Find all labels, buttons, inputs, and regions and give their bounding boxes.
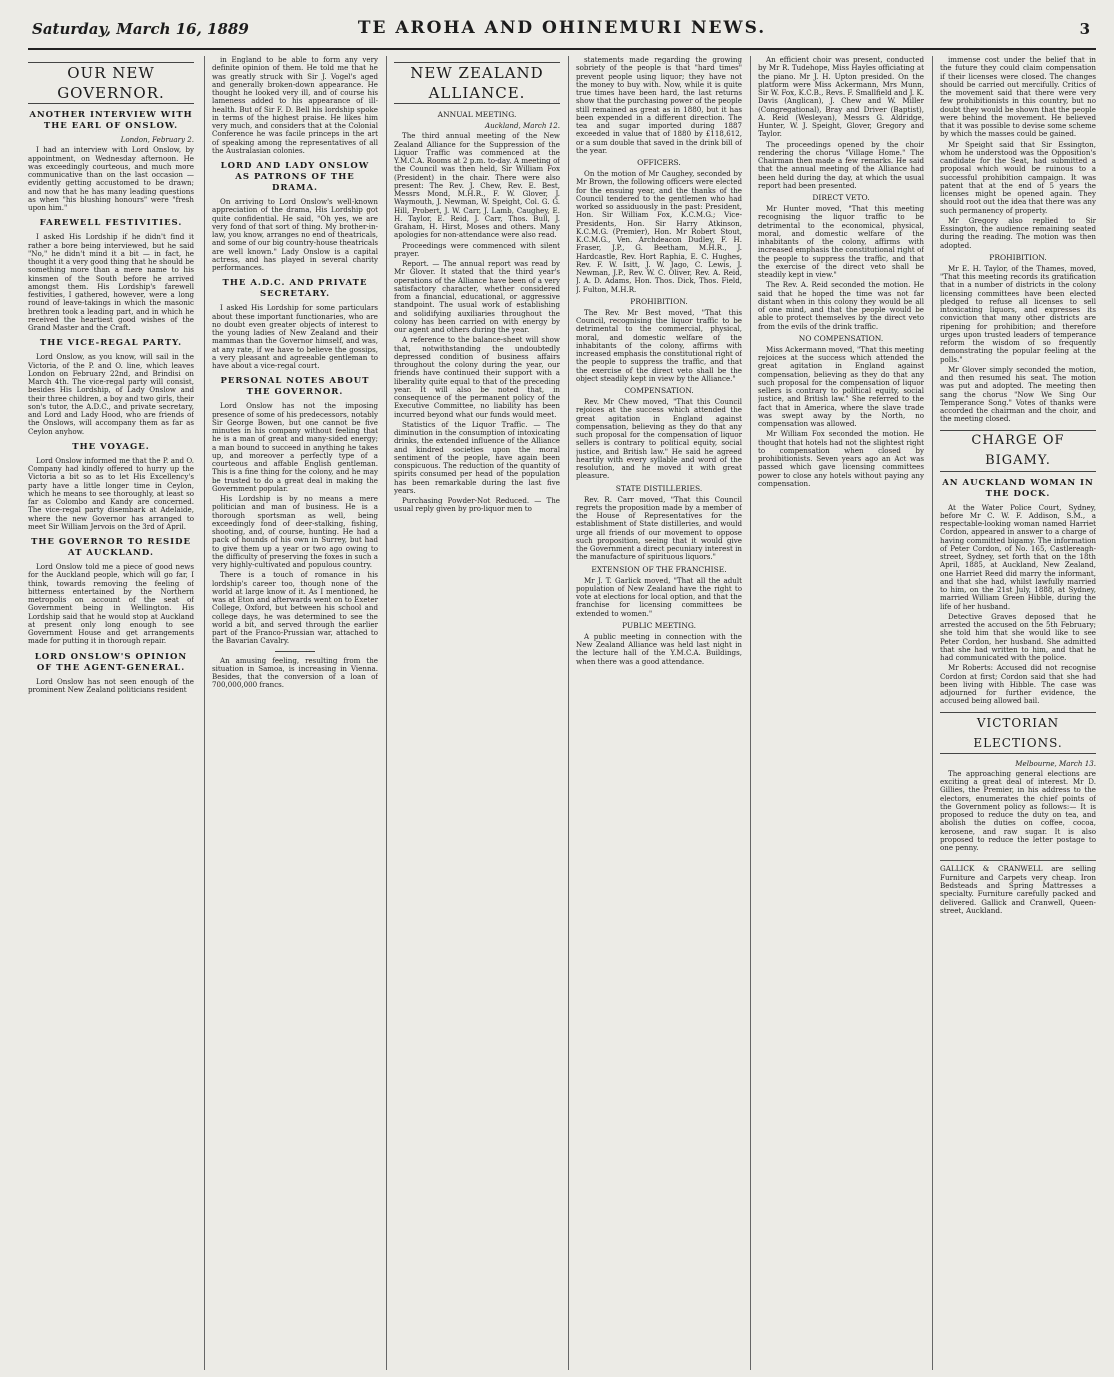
paragraph: Mr Glover simply seconded the motion, and then resumed his seat. The motion was put and adopted. The meeting then sang the chorus "Now We Sing Our Temperance Song." Votes of thanks were accorded the chairman and the choir, and the meeting closed. bbox=[940, 364, 1096, 424]
section-heading: EXTENSION OF THE FRANCHISE. bbox=[591, 564, 727, 574]
column-rule bbox=[568, 56, 569, 1370]
dateline: Auckland, March 12. bbox=[484, 121, 560, 130]
dateline: Melbourne, March 13. bbox=[1015, 758, 1096, 768]
section-heading: THE VOYAGE. bbox=[72, 441, 150, 452]
paragraph: On arriving to Lord Onslow's well-known appreciation of the drama, His Lordship got quite confidential. He said, "Oh yes, we are very fond of that sort of thing. My brother-in-law, you know, arranges no end of theatricals, and some of our big country-house theatricals are well known." Lady Onslow is a capital actress, and has played in several charity performances. bbox=[212, 197, 378, 272]
column-rule bbox=[750, 56, 751, 1370]
article-subhead: ANOTHER INTERVIEW WITH THE EARL OF ONSLOW. bbox=[29, 110, 193, 131]
paragraph: Mr William Fox seconded the motion. He thought that hotels had not the slightest right to compensation when closed by prohibitionists. Seven years ago an Act was passed which gave licensing committees power to close any hotels without paying any compensation. bbox=[758, 429, 924, 488]
paragraph: Purchasing Powder-Not Reduced. — The usual reply given by pro-liquor men to bbox=[394, 496, 560, 514]
paragraph: Miss Ackermann moved, "That this meeting rejoices at the success which attended the great agitation in England against compensation, believing as they do that any such proposal for the compensation of liquor sellers is contrary to political equity, social justice, and British law." She referred to the fact that in America, where the slave trade was swept away by the North, no compensation was allowed. bbox=[758, 344, 924, 428]
paragraph: Proceedings were commenced with silent prayer. bbox=[394, 240, 560, 258]
article-subhead: AN AUCKLAND WOMAN IN THE DOCK. bbox=[942, 477, 1094, 499]
paragraph: statements made regarding the growing sobriety of the people is that "hard times" prevent people using liquor; they have not the money to buy with. Now, while it is quite true times have been hard, the last returns show that the purchasing power of the people still remained as great as in 1880, but it has been expended in a different direction. The tea and sugar imported during 1887 exceeded in value that of 1880 by £118,612, or a sum double that saved in the drink bill of the year. bbox=[576, 56, 742, 155]
column-1 bbox=[28, 56, 194, 1370]
paragraph: An amusing feeling, resulting from the situation in Samoa, is increasing in Vienna. Besides, that the conversion of a loan of 700,000,000 francs. bbox=[212, 655, 378, 690]
section-heading: PROHIBITION. bbox=[630, 296, 688, 306]
paragraph: in England to be able to form any very definite opinion of them. He told me that he was greatly struck with Sir J. Vogel's aged and generally broken-down appearance. He thought he looked very ill, and of course his lameness added to his appearance of ill-health. But of Sir F. D. Bell his lordship spoke in terms of the highest praise. He likes him very much, and considers that at the Colonial Conference he was facile princeps in the art of speaking among the representatives of all the Australasian colonies. bbox=[212, 56, 378, 155]
paragraph: Mr Roberts: Accused did not recognise Cordon at first; Cordon said that she had been living with Hibble. The case was adjourned for further evidence, the accused being allowed bail. bbox=[940, 663, 1096, 706]
paragraph: Detective Graves deposed that he arrested the accused on the 5th February; she told him that she would like to see Peter Cordon, her husband. She admitted that she had written to him, and that he had communicated with the police. bbox=[940, 611, 1096, 662]
column-rule bbox=[932, 56, 933, 1370]
paragraph: Lord Onslow has not the imposing presence of some of his predecessors, notably Sir George Bowen, but one cannot be five minutes in his company without feeling that he is a man of great and many-sided energy; a man bound to succeed in anything he takes up, and moreover a perfectly type of a courteous and affable English gentleman. This is a fine thing for the colony, and he may be trusted to do a great deal in making the Government popular. bbox=[212, 401, 378, 493]
paragraph: On the motion of Mr Caughey, seconded by Mr Brown, the following officers were elected for the ensuing year, and the thanks of the Council tendered to the gentlemen who had worked so assiduously in the past: President, Hon. Sir William Fox, K.C.M.G.; Vice-Presidents, Hon. Sir Harry Atkinson, K.C.M.G. (Premier), Hon. Mr Robert Stout, K.C.M.G., Ven. Archdeacon Dudley, F. H. Fraser, J.P., G. Beetham, M.H.R., J. Hardcastle, Rev. Hort Raphia, E. C. Hughes, Rev. F. W. Isitt, J. W. Jago, C. Lewis, J. Newman, J.P., Rev. W. C. Oliver, Rev. A. Reid, J. A. D. Adams, Hon. Thos. Dick, Thos. Field, J. Fulton, M.H.R. bbox=[576, 169, 742, 294]
paragraph: I asked His Lordship if he didn't find it rather a bore being interviewed, but he said "No," he didn't mind it a bit — in fact, he thought it a very good thing that he should be something more than a mere name to his kinsmen of the South before he arrived amongst them. His Lordship's farewell festivities, I gathered, however, were a long round of leave-takings in which the masonic brethren took a leading part, and in which he received the heartiest good wishes of the Grand Master and the Craft. bbox=[28, 232, 194, 332]
paragraph: Rev. Mr Chew moved, "That this Council rejoices at the success which attended the great agitation in England against compensation, believing as they do that any such proposal for the compensation of liquor sellers is contrary to political equity, social justice, and British law." He said he agreed heartily with every syllable and word of the resolution, and he moved it with great pleasure. bbox=[576, 397, 742, 481]
column-6 bbox=[940, 56, 1096, 1370]
paragraph: His Lordship is by no means a mere politician and man of business. He is a thorough sportsman as well, being exceedingly fond of deer-stalking, fishing, shooting, and, of course, hunting. He had a pack of hounds of his own in Surrey, but had to give them up a year or two ago owing to the difficulty of preserving the foxes in such a very highly-cultivated and populous country. bbox=[212, 494, 378, 569]
paragraph: A reference to the balance-sheet will show that, notwithstanding the undoubtedly depressed condition of business affairs throughout the colony during the year, our friends have continued their support with a liberality quite equal to that of the preceding year. It will also be noted that, in consequence of the permanent policy of the Executive Committee, no liability has been incurred beyond what our funds would meet. bbox=[394, 335, 560, 419]
page-number: 3 bbox=[1079, 20, 1090, 38]
section-heading: OFFICERS. bbox=[637, 158, 681, 167]
paragraph: Statistics of the Liquor Traffic. — The diminution in the consumption of intoxicating drinks, the extended influence of the Alliance and kindred societies upon the moral sentiment of the people, have again been conspicuous. The reduction of the quantity of spirits consumed per head of the population has been remarkable during the last five years. bbox=[394, 419, 560, 495]
section-heading: THE A.D.C. AND PRIVATE SECRETARY. bbox=[222, 278, 368, 300]
paragraph: The Rev. Mr Best moved, "That this Council, recognising the liquor traffic to be detrimental to the commercial, physical, moral, and domestic welfare of the inhabitants of the colony, affirms with increased emphasis the constitutional right of the people to suppress the traffic, and that the exercise of the direct veto shall be the object steadily kept in view by the Alliance." bbox=[576, 307, 742, 383]
column-rule bbox=[204, 56, 205, 1370]
section-heading: THE GOVERNOR TO RESIDE AT AUCKLAND. bbox=[31, 537, 191, 558]
separator bbox=[275, 651, 315, 652]
paragraph: Mr Speight said that Sir Essington, whom he understood was the Opposition's candidate for the Seat, had submitted a proposal which would be ruinous to a successful prohibition campaign. It was patent that at the end of 5 years the licenses might be opened again. They should root out the idea that there was any such permanency of property. bbox=[940, 139, 1096, 215]
column-4 bbox=[576, 56, 742, 1370]
column-5 bbox=[758, 56, 924, 1370]
paragraph: The Rev. A. Reid seconded the motion. He said that he hoped the time was not far distant when in this colony they would be all of one mind, and that the people would be able to protect themselves by the direct veto from the evils of the drink traffic. bbox=[758, 280, 924, 331]
paragraph: I asked His Lordship for some particulars about these important functionaries, who are no doubt even greater objects of interest to the young ladies of New Zealand and their mammas than the Governor himself, and was, at any rate, if we have to believe the gossips, a very pleasant and agreeable gentleman to have about a vice-regal court. bbox=[212, 303, 378, 370]
section-heading: PERSONAL NOTES ABOUT THE GOVERNOR. bbox=[220, 376, 370, 398]
section-heading: LORD AND LADY ONSLOW AS PATRONS OF THE DRAMA. bbox=[220, 161, 370, 193]
section-heading: NO COMPENSATION. bbox=[798, 333, 884, 343]
paragraph: Mr J. T. Garlick moved, "That all the adult population of New Zealand have the right to vote at elections for local option, and that the franchise for licensing committees be extended to women." bbox=[576, 575, 742, 618]
paragraph: The third annual meeting of the New Zealand Alliance for the Suppression of the Liquor Traffic was commenced at the Y.M.C.A. Rooms at 2 p.m. to-day. A meeting of the Council was then held, Sir William Fox (President) in the chair. There were also present: The Rev. J. Chew, Rev. E. Best, Messrs Mond, M.H.R., F. W. Glover, J. Waymouth, J. Newman, W. Speight, Col. G. G. Hill, Probert, J. W. Carr, J. Lamb, Caughey, E. H. Taylor, E. Reid, J. Carr, Thos. Bull, J. Graham, H. Hirst, Moses and others. Many apologies for non-attendance were also read. bbox=[394, 131, 560, 240]
newspaper-title: TE AROHA AND OHINEMURI NEWS. bbox=[357, 18, 767, 38]
section-heading: PUBLIC MEETING. bbox=[621, 620, 697, 630]
paragraph: There is a touch of romance in his lordship's career too, though none of the world at large know of it. As I mentioned, he was at Eton and afterwards went on to Exeter College, Oxford, but between his school and college days, he was determined to see the world a bit, and served through the earlier part of the Franco-Prussian war, attached to the Bavarian Cavalry. bbox=[212, 570, 378, 646]
section-heading: FAREWELL FESTIVITIES. bbox=[39, 218, 183, 229]
paragraph: Mr Gregory also replied to Sir Essington, the audience remaining seated during the reading. The motion was then adopted. bbox=[940, 215, 1096, 250]
paragraph: Lord Onslow, as you know, will sail in the Victoria, of the P. and O. line, which leaves London on February 22nd, and Brindisi on March 4th. The vice-regal party will consist, besides His Lordship, of Lady Onslow and their three children, a boy and two girls, their son's tutor, the A.D.C., and private secretary, and Lord and Lady Hood, who are friends of the Onslows, will accompany them as far as Ceylon anyhow. bbox=[28, 352, 194, 436]
paragraph: A public meeting in connection with the New Zealand Alliance was held last night in the lecture hall of the Y.M.C.A. Buildings, when there was a good attendance. bbox=[576, 631, 742, 666]
advertisement: GALLICK & CRANWELL are selling Furniture and Carpets very cheap. Iron Bedsteads and Spring Mattresses a specialty. Furniture carefully packed and delivered. Gallick and Cranwell, Queen-street, Auckland. bbox=[940, 860, 1096, 915]
article-headline: VICTORIAN ELECTIONS. bbox=[940, 712, 1096, 754]
paragraph: Lord Onslow has not seen enough of the prominent New Zealand politicians resident bbox=[28, 676, 194, 694]
paragraph: Lord Onslow informed me that the P. and O. Company had kindly offered to hurry up the Victoria a bit so as to let His Excellency's party have a little longer time in Ceylon, which he means to see thoroughly, at least so far as Colombo and Kandy are concerned. The vice-regal party disembark at Adelaide, where the new Governor has arranged to meet Sir William Jervois on the 3rd of April. bbox=[28, 455, 194, 531]
column-2 bbox=[212, 56, 378, 1370]
paragraph: Report. — The annual report was read by Mr Glover. It stated that the third year's operations of the Alliance have been of a very satisfactory character, whether considered from a financial, educational, or aggressive standpoint. The usual work of establishing and solidifying auxiliaries throughout the colony has been carried on with energy by our agent and others during the year. bbox=[394, 259, 560, 334]
section-heading: THE VICE-REGAL PARTY. bbox=[39, 338, 183, 349]
article-headline: OUR NEW GOVERNOR. bbox=[28, 62, 194, 104]
section-heading: DIRECT VETO. bbox=[812, 193, 870, 202]
paragraph: The approaching general elections are exciting a great deal of interest. Mr D. Gillies, the Premier, in his address to the electors, enumerates the chief points of the Government policy as follows:— It is proposed to reduce the duty on tea, and abolish the duties on coffee, cocoa, kerosene, and raw sugar. It is also proposed to reduce the letter postage to one penny. bbox=[940, 768, 1096, 852]
paragraph: An efficient choir was present, conducted by Mr R. Tudehope, Miss Hayles officiating at the piano. Mr J. H. Upton presided. On the platform were Miss Ackermann, Mrs Munn, Sir W. Fox, K.C.B., Revs. F. Smallfield and J. K. Davis (Anglican), J. Chew and W. Miller (Congregational), Bray and Driver (Baptist), A. Reid (Wesleyan), Messrs G. Aldridge, Hunter, W. J. Speight, Glover, Gregory and Taylor. bbox=[758, 56, 924, 139]
paragraph: I had an interview with Lord Onslow, by appointment, on Wednesday afternoon. He was exceedingly courteous, and much more communicative than on the last occasion — evidently getting accustomed to be drawn; and now that he has many leading questions as when "his blushing honours" were "fresh upon him." bbox=[28, 145, 194, 212]
article-headline: NEW ZEALAND ALLIANCE. bbox=[394, 62, 560, 104]
section-heading: COMPENSATION. bbox=[624, 386, 694, 395]
masthead bbox=[28, 8, 1096, 50]
paragraph: Mr Hunter moved, "That this meeting recognising the liquor traffic to be detrimental to the economical, physical, moral, and domestic welfare of the inhabitants of the colony, affirms with increased emphasis the constitutional right of the people to suppress the traffic, and that the exercise of the direct veto shall be steadily kept in view." bbox=[758, 204, 924, 279]
section-heading: PROHIBITION. bbox=[989, 252, 1047, 262]
article-headline: CHARGE OF BIGAMY. bbox=[940, 430, 1096, 472]
dateline: London, February 2. bbox=[120, 135, 194, 144]
paragraph: Rev. R. Carr moved, "That this Council regrets the proposition made by a member of the House of Representatives for the establishment of State distilleries, and would urge all friends of our movement to oppose such proposition, seeing that it would give the Government a direct pecuniary interest in the manufacture of spirituous liquors." bbox=[576, 494, 742, 562]
column-rule bbox=[386, 56, 387, 1370]
paragraph: Lord Onslow told me a piece of good news for the Auckland people, which will go far, I think, towards removing the feeling of bitterness entertained by the Northern metropolis on account of the seat of Government being in Wellington. His Lordship said that he would stop at Auckland at present only long enough to see Government House and get arrangements made for putting it in thorough repair. bbox=[28, 562, 194, 646]
paragraph: Mr E. H. Taylor, of the Thames, moved, "That this meeting records its gratification that in a number of districts in the colony licensing committees have been elected pledged to refuse all licenses to sell intoxicating liquors, and expresses its conviction that many other districts are ripening for prohibition; and therefore urges upon trusted leaders of temperance reform the wisdom of so frequently demonstrating the popular feeling at the polls." bbox=[940, 263, 1096, 364]
section-heading: LORD ONSLOW'S OPINION OF THE AGENT-GENERAL. bbox=[34, 651, 188, 673]
newspaper-columns bbox=[28, 56, 1096, 1370]
article-subhead: ANNUAL MEETING. bbox=[437, 110, 517, 119]
issue-date: Saturday, March 16, 1889 bbox=[32, 20, 249, 38]
paragraph: immense cost under the belief that in the future they could claim compensation if their licenses were closed. The changes should be carried out mercifully. Critics of the movement said that there were very few prohibitionists in this country, but no doubt they would be shown that the people were behind the movement. He believed that it was possible to devise some scheme by which the masses could be gained. bbox=[940, 56, 1096, 139]
column-3 bbox=[394, 56, 560, 1370]
section-heading: STATE DISTILLERIES. bbox=[615, 483, 703, 493]
paragraph: At the Water Police Court, Sydney, before Mr C. W. F. Addison, S.M., a respectable-looking woman named Harriet Cordon, appeared in answer to a charge of having committed bigamy. The information of Peter Cordon, of No. 165, Castlereagh-street, Sydney, set forth that on the 18th April, 1885, at Auckland, New Zealand, one Harriet Reed did marry the informant, and that she had, whilst lawfully married to him, on the 21st July, 1888, at Sydney, married William Green Hibble, during the life of her husband. bbox=[940, 502, 1096, 611]
paragraph: The proceedings opened by the choir rendering the chorus "Village Home." The Chairman then made a few remarks. He said that the annual meeting of the Alliance had been held during the day, at which the usual report had been presented. bbox=[758, 139, 924, 190]
